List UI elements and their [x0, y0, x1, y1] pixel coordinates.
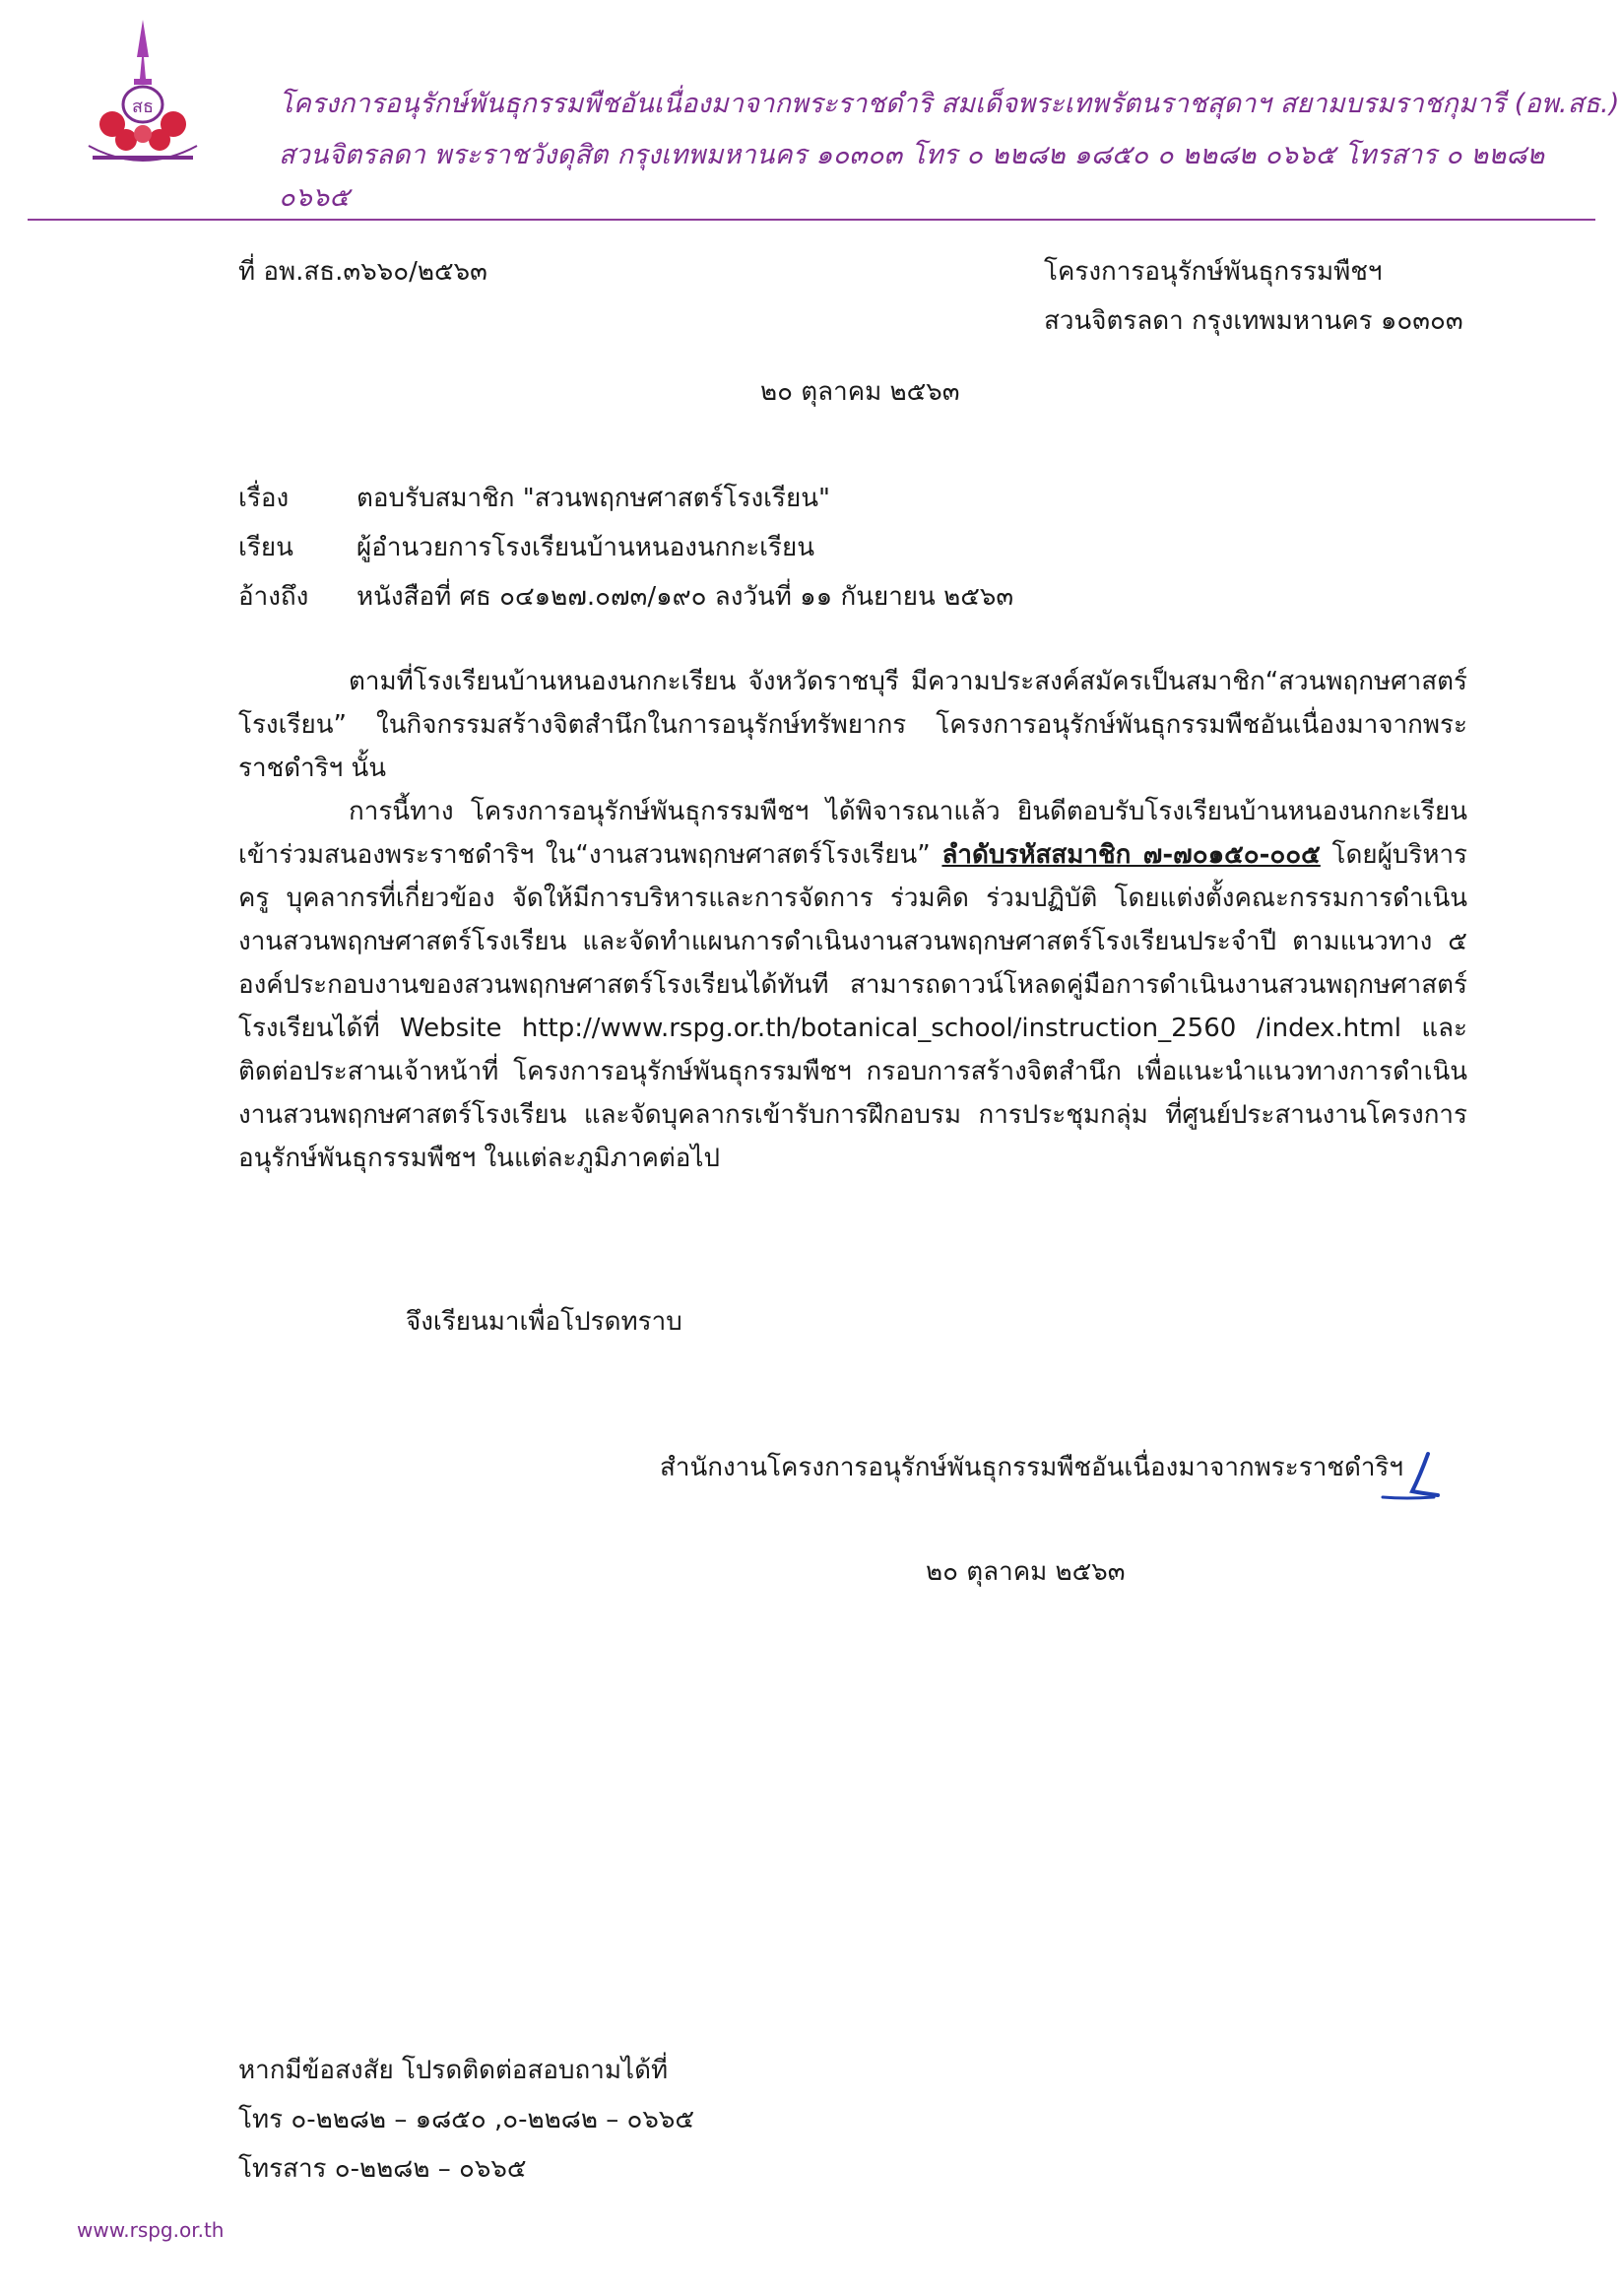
body-paragraph-2-intro: การนี้ทาง โครงการอนุรักษ์พันธุกรรมพืชฯ ได้พิจารณาแล้ว ยินดีตอบรับโรงเรียนบ้านหนองนกกะเรียน เข้าร่วมสนองพระราชดำริฯ ใน“งานสวนพฤกษศาสตร์โรงเรียน”	[238, 797, 1467, 870]
closing-line: จึงเรียนมาเพื่อโปรดทราบ	[406, 1307, 682, 1337]
subject-text: ตอบรับสมาชิก "สวนพฤกษศาสตร์โรงเรียน"	[357, 484, 830, 513]
subject-label: เรื่อง	[238, 484, 290, 513]
signature-mark-icon	[1377, 1448, 1446, 1517]
reference-label: อ้างถึง	[238, 582, 309, 612]
body-paragraph-1: ตามที่โรงเรียนบ้านหนองนกกะเรียน จังหวัดราชบุรี มีความประสงค์สมัครเป็นสมาชิก“สวนพฤกษศาสตร์โรงเรียน” ในกิจกรรมสร้างจิตสำนึกในการอนุรักษ์ทรัพยากร โครงการอนุรักษ์พันธุกรรมพืชอันเนื่องมาจากพระราชดำริฯ นั้น	[238, 667, 1467, 783]
signature-date: ๒๐ ตุลาคม ๒๕๖๓	[926, 1557, 1126, 1587]
letter-date: ๒๐ ตุลาคม ๒๕๖๓	[760, 377, 960, 407]
letterhead-divider	[28, 219, 1595, 221]
recipient-line	[238, 532, 814, 563]
sender-name: โครงการอนุรักษ์พันธุกรรมพืชฯ	[1044, 257, 1383, 287]
signing-office: สำนักงานโครงการอนุรักษ์พันธุกรรมพืชอันเนื่องมาจากพระราชดำริฯ	[660, 1453, 1403, 1482]
svg-text:สธ: สธ	[132, 97, 154, 117]
royal-crest-emblem-icon	[79, 18, 207, 175]
member-code: ลำดับรหัสสมาชิก ๗-๗๐๑๕๐-๐๐๕	[941, 840, 1321, 870]
recipient-label: เรียน	[238, 533, 293, 562]
contact-intro: หากมีข้อสงสัย โปรดติดต่อสอบถามได้ที่	[238, 2056, 669, 2085]
letterhead-organization-line: โครงการอนุรักษ์พันธุกรรมพืชอันเนื่องมาจากพระราชดำริ สมเด็จพระเทพรัตนราชสุดาฯ สยามบรมราชกุมารี (อพ.สธ.)	[279, 89, 1620, 119]
letter-body	[238, 660, 1467, 1180]
reference-number: ที่ อพ.สธ.๓๖๖๐/๒๕๖๓	[238, 257, 487, 287]
recipient-text: ผู้อำนวยการโรงเรียนบ้านหนองนกกะเรียน	[357, 533, 815, 562]
contact-fax: โทรสาร ๐-๒๒๘๒ – ๐๖๖๕	[238, 2154, 527, 2184]
body-paragraph-2	[238, 790, 1467, 1180]
footer-website: www.rspg.or.th	[77, 2218, 225, 2242]
subject-line	[238, 483, 830, 514]
reference-text: หนังสือที่ ศธ ๐๔๑๒๗.๐๗๓/๑๙๐ ลงวันที่ ๑๑ กันยายน ๒๕๖๓	[357, 582, 1014, 612]
body-paragraph-2-rest: โดยผู้บริหาร ครู บุคลากรที่เกี่ยวข้อง จัดให้มีการบริหารและการจัดการ ร่วมคิด ร่วมปฏิบัติ โดยแต่งตั้งคณะกรรมการดำเนินงานสวนพฤกษศาสตร์โรงเรียน และจัดทำแผนการดำเนินงานสวนพฤกษศาสตร์โรงเรียนประจำปี ตามแนวทาง ๕ องค์ประกอบงานของสวนพฤกษศาสตร์โรงเรียนได้ทันที สามารถดาวน์โหลดคู่มือการดำเนินงานสวนพฤกษศาสตร์โรงเรียนได้ที่ Website http://www.rspg.or.th/botanical_school/instruction_2560 /index.html และติดต่อประสานเจ้าหน้าที่ โครงการอนุรักษ์พันธุกรรมพืชฯ กรอบการสร้างจิตสำนึก เพื่อแนะนำแนวทางการดำเนินงานสวนพฤกษศาสตร์โรงเรียน และจัดบุคลากรเข้ารับการฝึกอบรม การประชุมกลุ่ม ที่ศูนย์ประสานงานโครงการอนุรักษ์พันธุกรรมพืชฯ ในแต่ละภูมิภาคต่อไป	[238, 840, 1468, 1173]
letterhead-address-line: สวนจิตรลดา พระราชวังดุสิต กรุงเทพมหานคร ๑๐๓๐๓ โทร ๐ ๒๒๘๒ ๑๘๕๐ ๐ ๒๒๘๒ ๐๖๖๕ โทรสาร ๐ ๒๒๘๒ ๐๖๖๕	[279, 140, 1545, 213]
contact-phone: โทร ๐-๒๒๘๒ – ๑๘๕๐ ,๐-๒๒๘๒ – ๐๖๖๕	[238, 2105, 695, 2134]
sender-address: สวนจิตรลดา กรุงเทพมหานคร ๑๐๓๐๓	[1044, 306, 1463, 336]
reference-line	[238, 581, 1013, 613]
